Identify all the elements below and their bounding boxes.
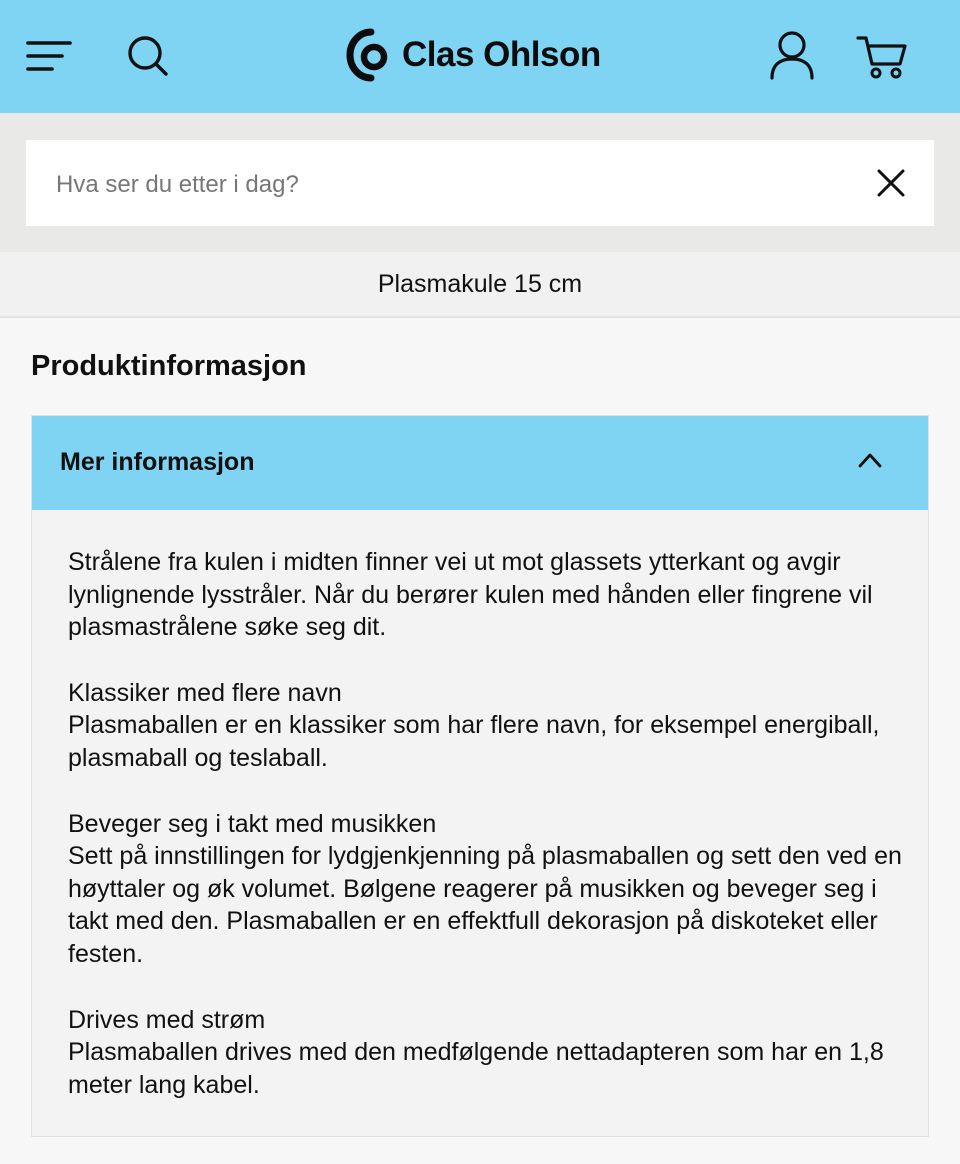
search-input[interactable] bbox=[54, 164, 838, 206]
block-heading: Klassiker med flere navn bbox=[68, 678, 342, 707]
search-box bbox=[26, 140, 934, 226]
accordion-title: Mer informasjon bbox=[60, 448, 255, 476]
shopping-cart-icon[interactable] bbox=[856, 34, 908, 80]
block-heading: Beveger seg i takt med musikken bbox=[68, 809, 437, 838]
user-icon[interactable] bbox=[768, 30, 816, 80]
search-icon[interactable] bbox=[126, 34, 170, 78]
intro-paragraph: Strålene fra kulen i midten finner vei ut mot glassets ytterkant og avgir lynlignende lysstråler. Når du berører kulen med hånden eller fingrene vil plasmastrålene søke seg dit. bbox=[68, 548, 873, 642]
block-text: Sett på innstillingen for lydgjenkjenning på plasmaballen og sett den ved en høyttaler og øk volumet. Bølgene reagerer på musikken og beveger seg i takt med den. Plasmaballen er en effektfull dekorasjon på diskoteket eller festen. bbox=[68, 842, 902, 968]
close-icon[interactable] bbox=[876, 168, 906, 198]
block-text: Plasmaballen er en klassiker som har flere navn, for eksempel energiball, plasmaball og teslaball. bbox=[68, 711, 880, 772]
logo-mark-icon bbox=[346, 27, 394, 83]
chevron-up-icon[interactable] bbox=[858, 452, 882, 468]
product-title-bar bbox=[0, 252, 960, 318]
accordion-header[interactable] bbox=[32, 416, 928, 510]
logo-text: Clas Ohlson bbox=[402, 35, 601, 74]
accordion-body bbox=[68, 546, 908, 1134]
more-info-accordion bbox=[31, 415, 929, 1137]
hamburger-menu-icon[interactable] bbox=[26, 36, 72, 76]
info-block bbox=[68, 1004, 908, 1102]
product-title: Plasmakule 15 cm bbox=[377, 269, 583, 298]
section-title: Produktinformasjon bbox=[31, 350, 307, 382]
site-header bbox=[0, 0, 960, 113]
clas-ohlson-logo[interactable] bbox=[346, 26, 601, 84]
block-text: Plasmaballen drives med den medfølgende nettadapteren som har en 1,8 meter lang kabel. bbox=[68, 1038, 884, 1099]
info-block bbox=[68, 677, 908, 775]
info-block bbox=[68, 808, 908, 971]
block-heading: Drives med strøm bbox=[68, 1005, 266, 1034]
